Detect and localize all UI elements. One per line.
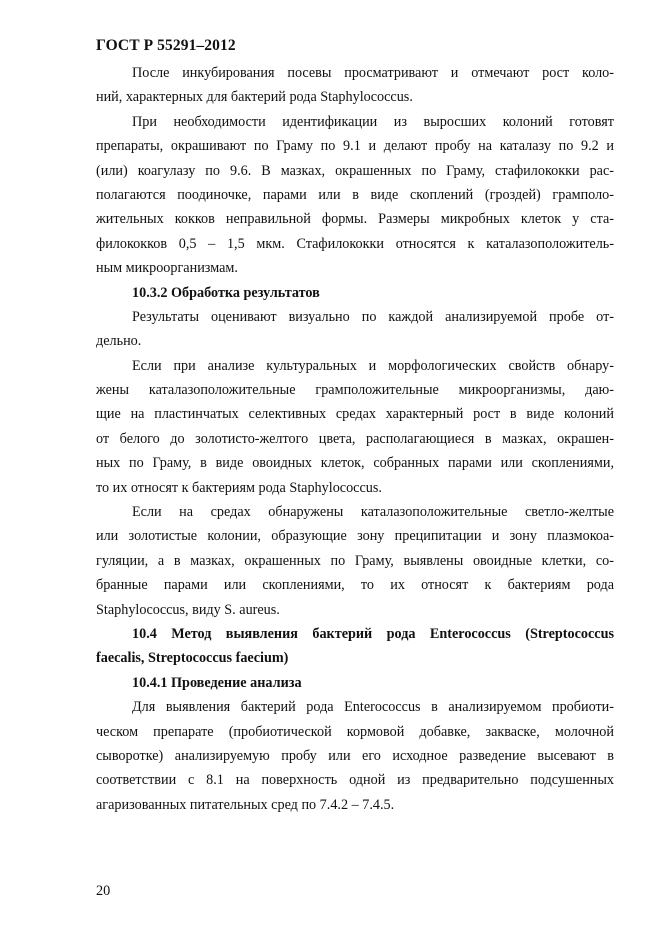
text-line: Для выявления бактерий рода Enterococcus в анализируемом пробиоти- — [132, 699, 614, 716]
text-line: жительных кокков неправильной формы. Размеры микробных клеток у ста- — [96, 211, 614, 228]
text-line: Если при анализе культуральных и морфологических свойств обнару- — [132, 357, 614, 374]
text-line: полагаются поодиночке, парами или в виде скоплений (гроздей) грамполо- — [96, 186, 614, 203]
text-line: (или) коагулазу по 9.6. В мазках, окрашенных по Граму, стафилококки рас- — [96, 162, 614, 179]
text-line: ных по Граму, в виде овоидных клеток, собранных парами или скоплениями, — [96, 455, 614, 472]
text-line: При необходимости идентификации из выросших колоний готовят — [132, 113, 614, 130]
text-line: ний, характерных для бактерий рода Staphylococcus. — [96, 89, 413, 106]
section-heading-line: 10.3.2 Обработка результатов — [132, 284, 320, 301]
text-line: соответствии с 8.1 на поверхность одной из предварительно подсушенных — [96, 772, 614, 789]
text-line: сыворотке) анализируемую пробу или его исходное разведение высевают в — [96, 747, 614, 764]
text-line: филококков 0,5 – 1,5 мкм. Стафилококки относятся к каталазоположитель- — [96, 235, 614, 252]
text-line: ческом препарате (пробиотической кормовой добавке, закваске, молочной — [96, 723, 614, 740]
section-heading-line: faecalis, Streptococcus faecium) — [96, 650, 289, 667]
text-line: жены каталазоположительные грамположительные микроорганизмы, даю- — [96, 382, 614, 399]
page-number: 20 — [96, 883, 111, 899]
document-header: ГОСТ Р 55291–2012 — [96, 37, 236, 54]
text-line: от белого до золотисто-желтого цвета, располагающиеся в мазках, окрашен- — [96, 430, 614, 447]
text-line: то их относят к бактериям рода Staphylococcus. — [96, 479, 382, 496]
text-line: дельно. — [96, 333, 142, 350]
text-line: щие на пластинчатых селективных средах характерный рост в виде колоний — [96, 406, 614, 423]
text-line: агаризованных питательных сред по 7.4.2 – 7.4.5. — [96, 796, 395, 813]
text-line: или золотистые колонии, образующие зону преципитации и зону плазмокоа- — [96, 528, 614, 545]
section-heading-line: 10.4 Метод выявления бактерий рода Enterococcus (Streptococcus — [132, 625, 614, 642]
text-line: препараты, окрашивают по Граму по 9.1 и делают пробу на каталазу по 9.2 и — [96, 138, 614, 155]
text-line: После инкубирования посевы просматривают и отмечают рост коло- — [132, 65, 614, 81]
text-line: ным микроорганизмам. — [96, 260, 238, 277]
text-line: бранные парами или скоплениями, то их относят к бактериям рода — [96, 577, 614, 594]
text-line: Результаты оценивают визуально по каждой анализируемой пробе от- — [132, 308, 614, 325]
section-heading-line: 10.4.1 Проведение анализа — [132, 674, 302, 691]
document-body — [96, 61, 614, 817]
text-line: Staphylococcus, виду S. aureus. — [96, 601, 280, 618]
text-line: Если на средах обнаружены каталазоположительные светло-желтые — [132, 504, 614, 521]
text-line: гуляции, а в мазках, окрашенных по Граму, выявлены овоидные клетки, со- — [96, 552, 614, 569]
